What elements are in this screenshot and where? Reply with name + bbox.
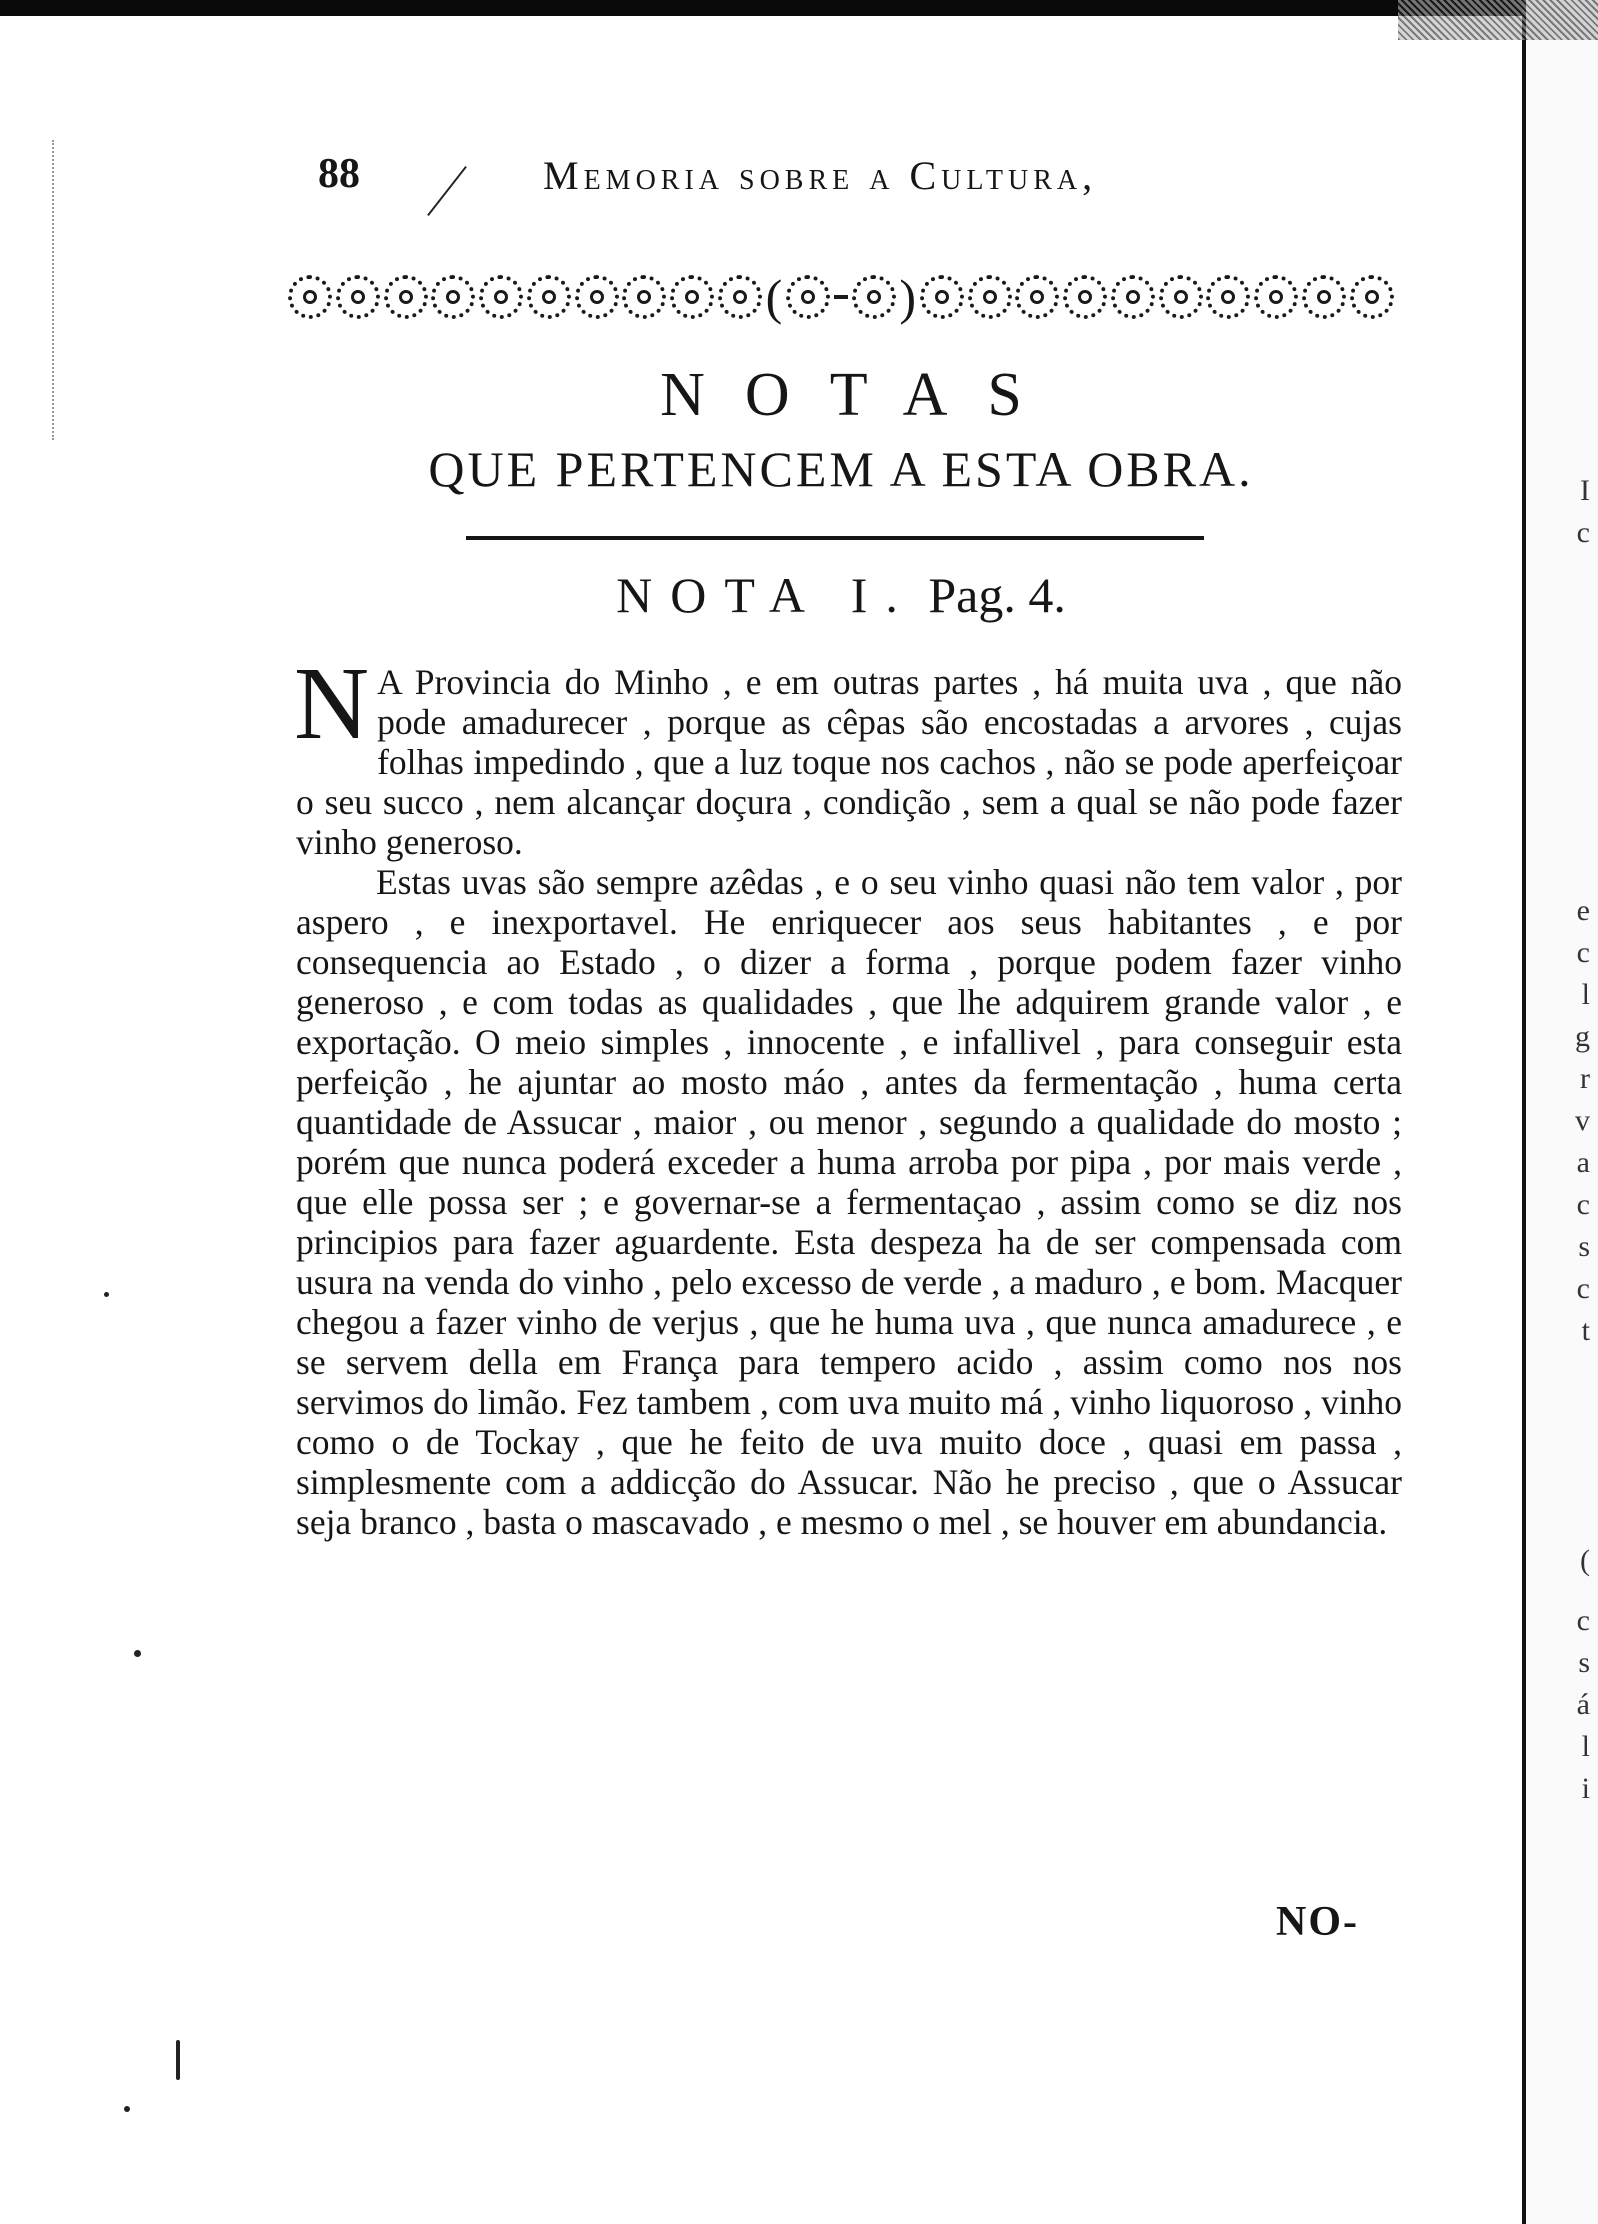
horizontal-rule [466,536,1204,540]
rosette-ornament [670,275,714,319]
facing-page-fragment: l [1581,978,1590,1011]
page-number: 88 [318,151,360,197]
facing-page-fragment: c [1576,1188,1590,1221]
facing-page-fragment: ( [1580,1544,1590,1577]
facing-page-fragment: l [1581,1730,1590,1763]
facing-page-fragment: I [1580,474,1590,507]
rosette-ornament [622,275,666,319]
note-body [294,646,1402,1542]
facing-page-fragment: a [1576,1146,1590,1179]
note-page-ref: Pag. 4. [928,567,1066,623]
rosette-ornament [1111,275,1155,319]
rosette-ornament [479,275,523,319]
rosette-ornament [288,275,332,319]
rosette-ornament [1254,275,1298,319]
catchword: NO- [1276,1899,1359,1945]
scan-corner-noise [1398,0,1598,40]
facing-page-fragment: c [1576,1604,1590,1637]
rosette-ornament [431,275,475,319]
rosette-ornament [718,275,762,319]
stray-speck [124,2106,130,2112]
note-heading [288,566,1394,624]
drop-cap: N [294,646,370,761]
rosette-ornament [1206,275,1250,319]
page-header [318,150,1218,210]
rosette-ornament [920,275,964,319]
scan-edge-left [52,140,57,440]
ornament-dash [834,295,848,299]
paragraph-1-text: A Provincia do Minho , e em outras partes , há muita uva , que não pode amadurecer , porque as cêpas são encostadas a arvores , cujas folhas impedindo , que a luz toque nos cachos , não se pode aperfeiçoar o seu succo , nem alcançar doçura , condição , sem a qual se não pode fazer vinho generoso. [296,662,1402,862]
running-head: Memoria sobre a Cultura, [543,153,1098,198]
facing-page-fragment: r [1580,1062,1590,1095]
facing-page-fragment: e [1576,894,1590,927]
rosette-ornament [1350,275,1394,319]
facing-page-fragment: á [1576,1688,1590,1721]
facing-page-fragment: s [1578,1230,1590,1263]
stray-speck [134,1650,141,1657]
facing-page-fragment: c [1576,936,1590,969]
section-subtitle: QUE PERTENCEM A ESTA OBRA. [428,441,1254,497]
facing-page-fragment: v [1575,1104,1590,1137]
paragraph-2: Estas uvas são sempre azêdas , e o seu vinho quasi não tem valor , por aspero , e inexportavel. He enriquecer aos seus habitantes , e por consequencia ao Estado , o dizer a forma , porque podem fazer vinho generoso , e com todas as qualidades , que lhe adquirem grande valor , e exportação. O meio simples , innocente , e infallivel , para conseguir esta perfeição , he ajuntar ao mosto máo , antes da fermentação , huma certa quantidade de Assucar , maior , ou menor , segundo a qualidade do mosto ; porém que nunca poderá exceder a huma arroba por pipa , por mais verde , que elle possa ser ; e governar-se a fermentaçao , assim como se diz nos principios para fazer aguardente. Esta despeza ha de ser compensada com usura na venda do vinho , pelo excesso de verde , a maduro , e bom. Macquer chegou a fazer vinho de verjus , que he huma uva , que nunca amadurece , e se servem della em França para tempero acido , assim como nos nos servimos do limão. Fez tambem , com uva muito má , vinho liquoroso , vinho como o de Tockay , que he feito de uva muito doce , quasi em passa , simplesmente com a addicção do Assucar. Não he preciso , que o Assucar seja branco , basta o mascavado , e mesmo o mel , se houver em abundancia. [296,862,1402,1542]
rosette-ornament [336,275,380,319]
rosette-ornament [575,275,619,319]
section-title: NOTAS [660,361,1062,429]
rosette-ornament [1015,275,1059,319]
ornament-band [288,268,1394,326]
pen-stroke [427,166,467,216]
rosette-ornament [1302,275,1346,319]
rosette-ornament [852,275,896,319]
rosette-ornament [1063,275,1107,319]
facing-page-fragment: t [1581,1314,1590,1347]
ornament-paren-left: ( [765,269,783,325]
facing-page-fragment: c [1576,1272,1590,1305]
rosette-ornament [968,275,1012,319]
rosette-ornament [527,275,571,319]
stray-speck [176,2040,180,2080]
ornament-paren-right: ) [899,269,917,325]
rosette-ornament [384,275,428,319]
facing-page-fragment: i [1581,1772,1590,1805]
rosette-ornament [1159,275,1203,319]
facing-page-fragment: g [1575,1020,1590,1053]
note-label: NOTA I. [616,567,916,623]
paragraph-1 [294,646,1402,862]
rosette-ornament [786,275,830,319]
facing-page-fragment: s [1578,1646,1590,1679]
stray-speck [104,1292,109,1297]
scan-edge-top [0,0,1598,16]
facing-page-fragment: c [1576,516,1590,549]
